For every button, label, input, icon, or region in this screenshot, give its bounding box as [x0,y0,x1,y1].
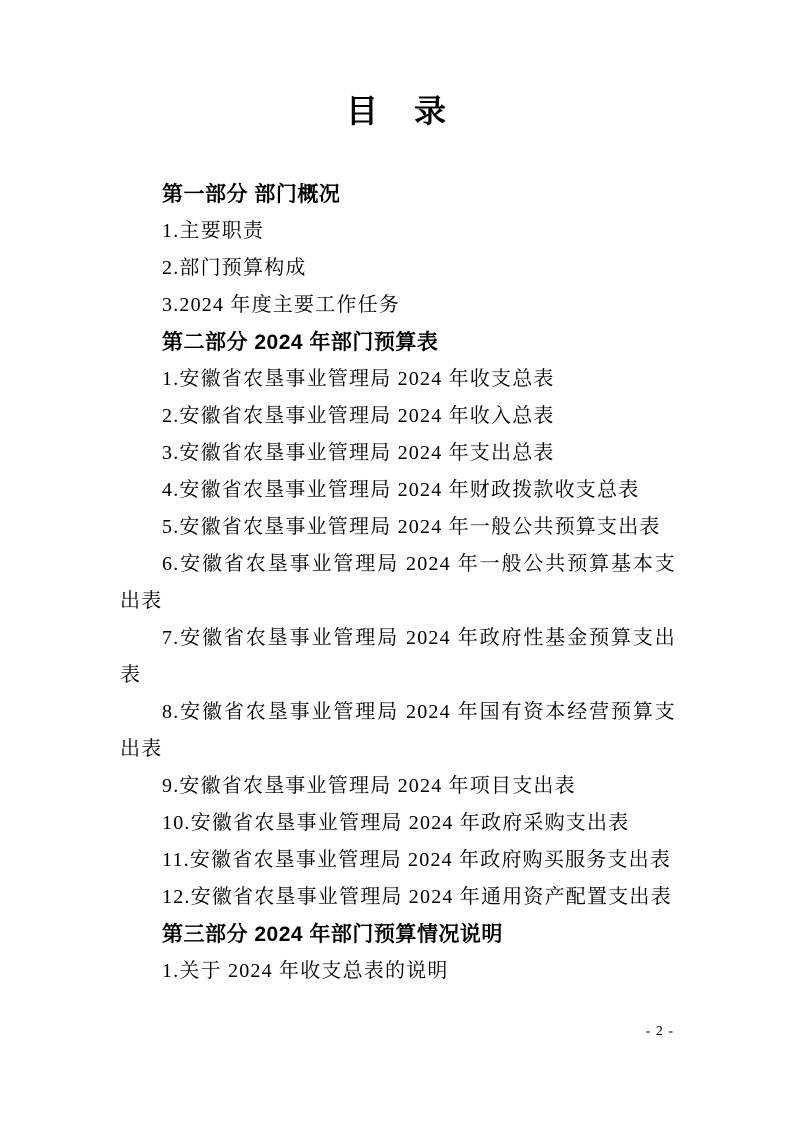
toc-entry: 10.安徽省农垦事业管理局 2024 年政府采购支出表 [162,812,630,834]
toc-section-heading-part3: 第三部分 2024 年部门预算情况说明 [162,923,503,946]
toc-entry: 8.安徽省农垦事业管理局 2024 年国有资本经营预算支出表 [120,701,676,760]
toc-entry: 7.安徽省农垦事业管理局 2024 年政府性基金预算支出表 [120,627,676,686]
toc-entry: 5.安徽省农垦事业管理局 2024 年一般公共预算支出表 [162,516,661,538]
toc-entry: 6.安徽省农垦事业管理局 2024 年一般公共预算基本支出表 [120,553,676,612]
page-number: - 2 - [645,1024,674,1039]
toc-entry: 1.安徽省农垦事业管理局 2024 年收支总表 [162,368,555,390]
toc-entry: 12.安徽省农垦事业管理局 2024 年通用资产配置支出表 [162,886,672,908]
table-of-contents [120,176,676,990]
toc-entry: 2.部门预算构成 [162,257,307,279]
page-title: 目 录 [345,93,448,129]
toc-entry: 11.安徽省农垦事业管理局 2024 年政府购买服务支出表 [162,849,672,871]
toc-entry: 1.主要职责 [162,220,265,242]
toc-entry: 3.2024 年度主要工作任务 [162,294,400,316]
toc-entry: 4.安徽省农垦事业管理局 2024 年财政拨款收支总表 [162,479,640,501]
toc-entry: 3.安徽省农垦事业管理局 2024 年支出总表 [162,442,555,464]
toc-entry: 9.安徽省农垦事业管理局 2024 年项目支出表 [162,775,576,797]
toc-section-heading-part1: 第一部分 部门概况 [162,183,341,206]
toc-section-heading-part2: 第二部分 2024 年部门预算表 [162,331,439,354]
toc-entry: 1.关于 2024 年收支总表的说明 [162,960,449,982]
toc-entry: 2.安徽省农垦事业管理局 2024 年收入总表 [162,405,555,427]
